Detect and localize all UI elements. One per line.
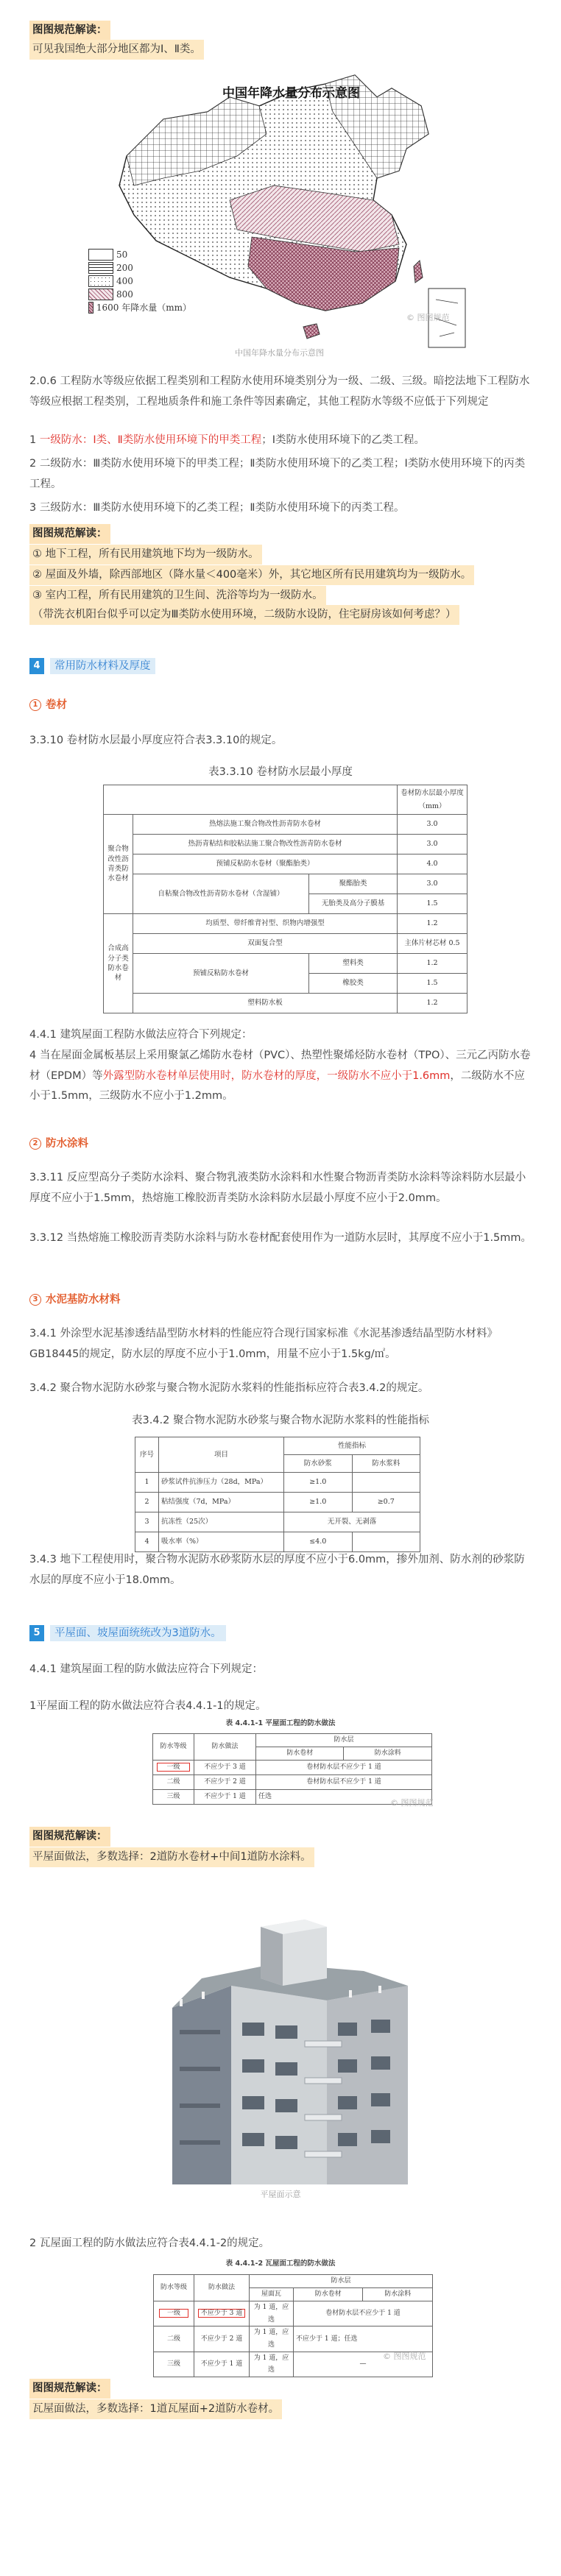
paragraph-2-0-6: 2.0.6 工程防水等级应依据工程类别和工程防水使用环境类别分为一级、二级、三级。暗挖法地下工程防水等级应根据工程类别，工程地质条件和施工条件等因素确定，其他工程防水等级不应低于下列规定 — [29, 375, 530, 408]
table-header: 防水卷材 — [294, 2288, 363, 2301]
section-5-heading — [29, 1624, 226, 1642]
table-cell: 热沥青粘结和胶粘法施工聚合物改性沥青防水卷材 — [133, 835, 398, 854]
table-cell: 热熔法施工聚合物改性沥青防水卷材 — [133, 815, 398, 835]
legend-swatch-lines-icon — [88, 262, 113, 274]
paragraph-3-4-1: 3.4.1 外涂型水泥基渗透结晶型防水材料的性能应符合现行国家标准《水泥基渗透结晶型防水材料》GB18445的规定，防水层的厚度不应小于1.0mm，用量不应小于1.5kg/㎡。 — [29, 1328, 498, 1360]
highlight-box: 一级 — [159, 2309, 188, 2318]
table-3-4-2-title: 表3.4.2 聚合物水泥防水砂浆与聚合物水泥防水浆料的性能指标 — [131, 1415, 429, 1426]
paragraph-tile-roof: 2 瓦屋面工程的防水做法应符合表4.4.1-2的规定。 — [29, 2237, 270, 2249]
table-cell: 1.2 — [398, 954, 468, 974]
table-cell: 无开裂、无剥落 — [284, 1512, 420, 1532]
subsection-coating: 2 防水涂料 — [29, 1134, 88, 1154]
table-cell: 聚酯胎类 — [309, 874, 398, 894]
table-cell: 为 1 道，应选 — [250, 2352, 294, 2377]
table-cell: 任选 — [256, 1790, 432, 1805]
table-cell: 不应少于 3 道 — [194, 1761, 256, 1775]
table-cell: 主体片材芯材 0.5 — [398, 934, 468, 954]
legend-swatch-hatch-icon — [88, 289, 113, 300]
legend-item: 50 — [88, 248, 191, 261]
map-title: 中国年降水量分布示意图 — [222, 86, 360, 101]
table-cell: 自粘聚合物改性沥青防水卷材（含湿铺） — [133, 874, 309, 914]
precipitation-map — [82, 68, 476, 361]
table-watermark: © 图图规范 — [390, 1798, 434, 1808]
table-cell: 不应少于 1 道 — [194, 1790, 256, 1805]
building-caption: 平屋面示意 — [260, 2190, 301, 2199]
table-cell: ≥0.7 — [352, 1493, 420, 1512]
table-group: 聚合物改性沥青类防水卷材 — [104, 815, 133, 914]
table-cell: 二级 — [154, 2326, 194, 2352]
circle-number-icon: 3 — [29, 1294, 41, 1306]
table-header: 序号 — [135, 1437, 159, 1473]
table-cell — [153, 1761, 194, 1775]
legend-item: 1600 年降水量（mm） — [88, 301, 191, 314]
table-cell: 1.2 — [398, 914, 468, 934]
table-header: 防水涂料 — [363, 2288, 433, 2301]
table-header: 防水卷材 — [256, 1747, 344, 1761]
section-number: 5 — [29, 1625, 44, 1641]
section-number: 4 — [29, 658, 44, 674]
legend-item: 200 — [88, 261, 191, 275]
table-cell: 不应少于 2 道 — [194, 2326, 250, 2352]
table-header: 防水层 — [256, 1734, 432, 1747]
table-cell: 1.2 — [398, 994, 468, 1013]
legend-item: 400 — [88, 275, 191, 288]
table-header: 防水涂料 — [344, 1747, 432, 1761]
table-header: 防水砂浆 — [284, 1455, 353, 1473]
section-4-heading — [29, 657, 155, 675]
table-header: 防水层 — [250, 2275, 433, 2288]
table-4-4-1-2-title: 表 4.4.1-2 瓦屋面工程的防水做法 — [225, 2260, 336, 2268]
table-cell: 抗冻性（25次） — [159, 1512, 284, 1532]
legend-item: 800 — [88, 288, 191, 301]
table-header: 屋面瓦 — [250, 2288, 294, 2301]
table-cell — [194, 2301, 250, 2326]
table-cell: 3.0 — [398, 835, 468, 854]
table-cell: 均质型、带纤维背衬型、织物内增强型 — [133, 914, 398, 934]
table-cell: 预铺反粘防水卷材（聚酯胎类） — [133, 854, 398, 874]
paragraph-3-3-11: 3.3.11 反应型高分子类防水涂料、聚合物乳液类防水涂料和水性聚合物沥青类防水涂料等涂料防水层最小厚度不应小于1.5mm，热熔施工橡胶沥青类防水涂料防水层最小厚度不应小于2.0mm。 — [29, 1172, 526, 1204]
interpretation-item-3: ③ 室内工程，所有民用建筑的卫生间、洗浴等均为一级防水。 — [29, 586, 326, 606]
table-cell: 三级 — [153, 1790, 194, 1805]
table-header: 项目 — [159, 1437, 284, 1473]
table-4-4-1-1-title: 表 4.4.1-1 平屋面工程的防水做法 — [225, 1719, 336, 1727]
highlight-box: 一级 — [157, 1763, 189, 1772]
table-cell: 二级 — [153, 1775, 194, 1790]
table-3-4-2 — [135, 1437, 420, 1552]
level-3-line: 3 三级防水：Ⅲ类防水使用环境下的乙类工程；Ⅱ类防水使用环境下的丙类工程。 — [29, 502, 405, 514]
table-empty-header — [104, 785, 398, 815]
table-cell: 为 1 道，应选 — [250, 2301, 294, 2326]
table-cell: 3.0 — [398, 815, 468, 835]
table-cell: 卷材防水层不应少于 1 道 — [256, 1775, 432, 1790]
table-cell: 无胎类及高分子膜基 — [309, 894, 398, 914]
paragraph-4-4-1: 4.4.1 建筑屋面工程防水做法应符合下列规定： — [29, 1029, 253, 1041]
table-cell: 3.0 — [398, 874, 468, 894]
interpretation-text: 可见我国绝大部分地区都为Ⅰ、Ⅱ类。 — [29, 40, 204, 60]
level-1-line: 1 一级防水：Ⅰ类、Ⅱ类防水使用环境下的甲类工程；Ⅰ类防水使用环境下的乙类工程。 — [29, 434, 426, 446]
table-cell: 双面复合型 — [133, 934, 398, 954]
level-2-line: 2 二级防水：Ⅲ类防水使用环境下的甲类工程；Ⅱ类防水使用环境下的乙类工程；Ⅰ类防水使用环境下的丙类工程。 — [29, 458, 526, 490]
interpretation-label: 图图规范解读： — [29, 2379, 110, 2399]
interpretation-text: 瓦屋面做法，多数选择：1道瓦屋面+2道防水卷材。 — [29, 2399, 282, 2419]
table-cell: 三级 — [154, 2352, 194, 2377]
interpretation-item-1: ① 地下工程，所有民用建筑地下均为一级防水。 — [29, 545, 262, 565]
table-header: 卷材防水层最小厚度（mm） — [398, 785, 468, 815]
table-cell: 卷材防水层不应少于 1 道 — [256, 1761, 432, 1775]
legend-swatch-dots-icon — [88, 275, 113, 287]
section-title: 平屋面、坡屋面统统改为3道防水。 — [50, 1625, 226, 1641]
red-highlight: 外露型防水卷材单层使用时，防水卷材的厚度，一级防水不应小于1.6mm — [102, 1069, 451, 1082]
interpretation-label: 图图规范解读： — [29, 1827, 110, 1847]
table-cell: 橡胶类 — [309, 974, 398, 994]
table-cell: ≤4.0 — [284, 1532, 353, 1552]
table-3-3-10-title: 表3.3.10 卷材防水层最小厚度 — [208, 766, 353, 778]
table-cell: 塑料类 — [309, 954, 398, 974]
table-cell: 不应少于 2 道 — [194, 1775, 256, 1790]
table-cell: ≥1.0 — [284, 1493, 353, 1512]
table-cell: 砂浆试件抗渗压力（28d，MPa） — [159, 1473, 284, 1493]
legend-swatch-dense-icon — [88, 302, 94, 314]
table-cell: 不应少于 1 道；任选 — [294, 2326, 433, 2352]
circle-number-icon: 1 — [29, 699, 41, 711]
map-caption: 中国年降水量分布示意图 — [235, 348, 324, 358]
table-cell — [352, 1473, 420, 1493]
paragraph-4-4-1-b: 4.4.1 建筑屋面工程的防水做法应符合下列规定： — [29, 1663, 264, 1675]
map-watermark: © 图图规范 — [406, 313, 450, 322]
table-4-4-1-1 — [152, 1733, 432, 1805]
table-cell — [352, 1532, 420, 1552]
section-title: 常用防水材料及厚度 — [50, 658, 155, 674]
paragraph-flat-roof: 1平屋面工程的防水做法应符合表4.4.1-1的规定。 — [29, 1700, 267, 1712]
table-header: 防水等级 — [153, 1734, 194, 1761]
interpretation-label: 图图规范解读： — [29, 524, 110, 544]
subsection-cement: 3 水泥基防水材料 — [29, 1290, 121, 1310]
table-cell: 4.0 — [398, 854, 468, 874]
table-cell: 为 1 道，应选 — [250, 2326, 294, 2352]
table-cell: 预铺反粘防水卷材 — [133, 954, 309, 994]
paragraph-3-3-12: 3.3.12 当热熔施工橡胶沥青类防水涂料与防水卷材配套使用作为一道防水层时，其厚度不应小于1.5mm。 — [29, 1232, 532, 1244]
circle-number-icon: 2 — [29, 1138, 41, 1150]
table-group: 合成高分子类防水卷材 — [104, 914, 133, 1013]
table-cell: 塑料防水板 — [133, 994, 398, 1013]
table-cell: 粘结强度（7d，MPa） — [159, 1493, 284, 1512]
table-cell: 3 — [135, 1512, 159, 1532]
paragraph-3-4-2: 3.4.2 聚合物水泥防水砂浆与聚合物水泥防水浆料的性能指标应符合表3.4.2的规定。 — [29, 1382, 429, 1394]
table-header: 防水做法 — [194, 1734, 256, 1761]
table-cell: 1 — [135, 1473, 159, 1493]
table-cell: 1.5 — [398, 894, 468, 914]
flat-roof-building-image — [84, 1905, 476, 2184]
table-3-3-10 — [103, 785, 468, 1013]
map-legend — [88, 248, 191, 314]
table-cell: — — [294, 2352, 433, 2377]
table-header: 性能指标 — [284, 1437, 420, 1455]
table-watermark: © 图图规范 — [383, 2352, 426, 2361]
table-cell: 卷材防水层不应少于 1 道 — [294, 2301, 433, 2326]
legend-swatch-grid-icon — [88, 249, 113, 261]
table-cell: 4 — [135, 1532, 159, 1552]
table-cell: 2 — [135, 1493, 159, 1512]
table-cell: ≥1.0 — [284, 1473, 353, 1493]
interpretation-item-4: （带洗衣机阳台似乎可以定为Ⅲ类防水使用环境，二级防水设防，住宅厨房该如何考虑？） — [29, 605, 459, 625]
interpretation-label: 图图规范解读： — [29, 21, 110, 40]
table-header: 防水浆料 — [352, 1455, 420, 1473]
level-1-highlight: 一级防水：Ⅰ类、Ⅱ类防水使用环境下的甲类工程 — [39, 434, 262, 446]
building-illustration — [84, 1905, 476, 2184]
highlight-box: 不应少于 3 道 — [198, 2309, 245, 2318]
interpretation-item-2: ② 屋面及外墙，除西部地区（降水量＜400毫米）外，其它地区所有民用建筑均为一级防水。 — [29, 565, 474, 585]
paragraph-3-3-10: 3.3.10 卷材防水层最小厚度应符合表3.3.10的规定。 — [29, 735, 283, 746]
paragraph-4-4-1-item-4: 4 当在屋面金属板基层上采用聚氯乙烯防水卷材（PVC）、热塑性聚烯烃防水卷材（TPO）、三元乙丙防水卷材（EPDM）等外露型防水卷材单层使用时，防水卷材的厚度，一级防水不应小于1.6mm，二级防水不应小于1.5mm，三级防水不应小于1.2mm。 — [29, 1050, 531, 1103]
table-header: 防水等级 — [154, 2275, 194, 2301]
table-header: 防水做法 — [194, 2275, 250, 2301]
subsection-roll: 1 卷材 — [29, 696, 67, 715]
table-cell: 1.5 — [398, 974, 468, 994]
table-cell: 不应少于 1 道 — [194, 2352, 250, 2377]
table-cell: 吸水率（%） — [159, 1532, 284, 1552]
interpretation-text: 平屋面做法，多数选择：2道防水卷材+中间1道防水涂料。 — [29, 1847, 314, 1867]
paragraph-3-4-3: 3.4.3 地下工程使用时，聚合物水泥防水砂浆防水层的厚度不应小于6.0mm，掺外加剂、防水剂的砂浆防水层的厚度不应小于18.0mm。 — [29, 1554, 525, 1586]
table-cell — [154, 2301, 194, 2326]
